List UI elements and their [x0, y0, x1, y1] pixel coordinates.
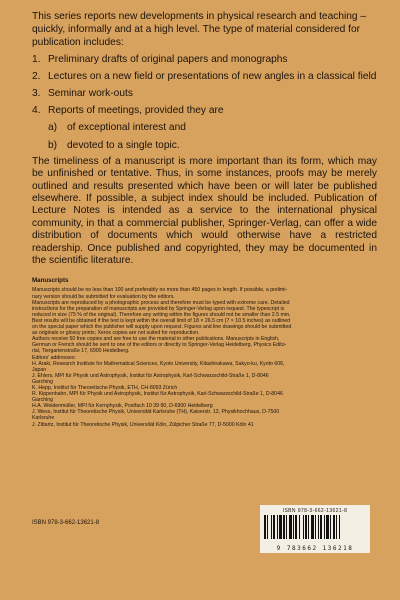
barcode-bar: [315, 515, 316, 539]
manuscripts-line: Garching: [32, 397, 54, 404]
barcode-bar: [267, 515, 268, 539]
manuscripts-body: [32, 287, 377, 427]
barcode-bar: [271, 515, 272, 539]
barcode-digits: 9 783662 136218: [276, 545, 354, 552]
barcode-bar: [308, 515, 309, 539]
list-item: 4. Reports of meetings, provided they are: [32, 105, 224, 117]
manuscripts-line: K. Hepp, Institut für Theoretische Physik, ETH, CH-8093 Zürich: [32, 384, 178, 391]
isbn-barcode: [260, 505, 370, 553]
barcode-bar: [324, 515, 325, 539]
manuscripts-line: rial, Tiergartenstraße 17, 6900 Heidelberg.: [32, 348, 130, 355]
barcode-bar: [336, 515, 337, 539]
barcode-bar: [293, 515, 294, 539]
barcode-bar: [273, 515, 275, 539]
manuscripts-line: instructions for the preparation of manuscripts are provided by Springer-Verlag upon request. The typescript is: [32, 305, 285, 312]
barcode-bar: [330, 515, 331, 539]
barcode-bar: [277, 515, 278, 539]
manuscripts-line: Best results will be obtained if the text is kept within the overall limit of 18 × 26.5 cm (7 × 10.5 inches) as outlined: [32, 317, 291, 324]
manuscripts-line: Manuscripts are reproduced by a photographic process and therefore must be typed with extreme care. Detailed: [32, 299, 290, 306]
barcode-bar: [326, 515, 329, 539]
manuscripts-line: J. Ehlers, MPI für Physik und Astrophysik, Institut für Astrophysik, Karl-Schwarzschild-Straße 1, D-8046: [32, 372, 269, 379]
manuscripts-line: Japan: [32, 366, 47, 373]
manuscripts-line: Manuscripts should be no less than 100 and preferably no more than 450 pages in length. If possible, a prelimi-: [32, 287, 288, 294]
list-item: 3. Seminar work-outs: [32, 88, 133, 100]
manuscripts-line: J. Wess, Institut für Theoretische Physik, Universität Karlsruhe (TH), Kaiserstr. 12, Physikhochhaus, D-7500: [32, 409, 280, 416]
barcode-bar: [303, 515, 304, 539]
barcode-bar: [339, 515, 340, 539]
manuscripts-line: J. Zittartz, Institut für Theoretische Physik, Universität Köln, Zülpicher Straße 77, D-5000 Köln 41: [32, 421, 254, 428]
manuscripts-line: Editors' addresses:: [32, 354, 76, 361]
barcode-bar: [264, 515, 266, 539]
barcode-bar: [289, 515, 292, 539]
material-list: [32, 53, 377, 118]
manuscripts-line: H. Araki, Research Institute for Mathematical Sciences, Kyoto University, Kitashirakawa, Sakyo-ku, Kyoto 606,: [32, 360, 285, 367]
manuscripts-heading: Manuscripts: [32, 277, 69, 285]
barcode-bar: [283, 515, 285, 539]
manuscripts-line: Karlsruhe: [32, 415, 55, 422]
back-cover-content: [32, 10, 377, 428]
barcode-bar: [318, 515, 319, 539]
barcode-bar: [279, 515, 282, 539]
barcode-bar: [320, 515, 322, 539]
manuscripts-line: on the special paper which the publisher will supply upon request. Figures and line drawings should be submitted: [32, 324, 292, 331]
barcode-bar: [311, 515, 314, 539]
manuscripts-line: as originals or glossy prints; Xerox copies are not suited for reproduction.: [32, 330, 200, 337]
manuscripts-line: Garching: [32, 378, 54, 385]
manuscripts-line: nary version should be submitted for evaluation by the editors.: [32, 293, 175, 300]
list-item: 2. Lectures on a new field or presentations of new angles in a classical field: [32, 70, 377, 82]
barcode-bar: [299, 515, 300, 539]
list-item: a) of exceptional interest and: [48, 122, 186, 134]
list-item: b) devoted to a single topic.: [48, 139, 180, 151]
manuscripts-line: H.A. Weidenmüller, MPI für Kernphysik, Postfach 10 39 80, D-6900 Heidelberg: [32, 403, 213, 410]
timeliness-paragraph: The timeliness of a manuscript is more important than its form, which may be unfinished or tentative. Thus, in some instances, proofs may be merely outlined and results presented which have been or will later be published elsewhere. If possible, a subject index should be included. Publication of Lecture Notes is intended as a service to the international physical community, in that a commercial publisher, Springer-Verlag, can offer a wide distribution of documents which would otherwise have a restricted readership. Once published and copyrighted, they may be documented in the scientific literature.: [32, 155, 377, 267]
barcode-bar: [286, 515, 287, 539]
manuscripts-line: R. Kippenhahn, MPI für Physik und Astrophysik, Institut für Astrophysik, Karl-Schwarzschild-Straße 1, D-8046: [32, 391, 283, 398]
manuscripts-line: Authors receive 50 free copies and are free to use the material in other publications. Manuscripts in English,: [32, 336, 280, 343]
barcode-bar: [295, 515, 297, 539]
barcode-bar: [305, 515, 307, 539]
barcode-bars: [264, 515, 366, 539]
barcode-bar: [333, 515, 335, 539]
barcode-isbn-text: ISBN 978-3-662-13621-8: [282, 508, 348, 514]
series-intro: This series reports new developments in physical research and teaching – quickly, informally and at a high level. The type of material considered for publication includes:: [32, 11, 367, 49]
isbn-label: ISBN 978-3-662-13621-8: [32, 520, 100, 526]
meeting-conditions-list: [48, 121, 377, 151]
manuscripts-line: German or French should be sent to one of the editors or directly to Springer-Verlag Heidelberg, Physics Edito-: [32, 342, 287, 349]
manuscripts-line: reduced in size (75 % of the original). Therefore any writing within the figures should not be smaller than 2.5 mm.: [32, 311, 291, 318]
list-item: 1. Preliminary drafts of original papers and monographs: [32, 53, 288, 65]
